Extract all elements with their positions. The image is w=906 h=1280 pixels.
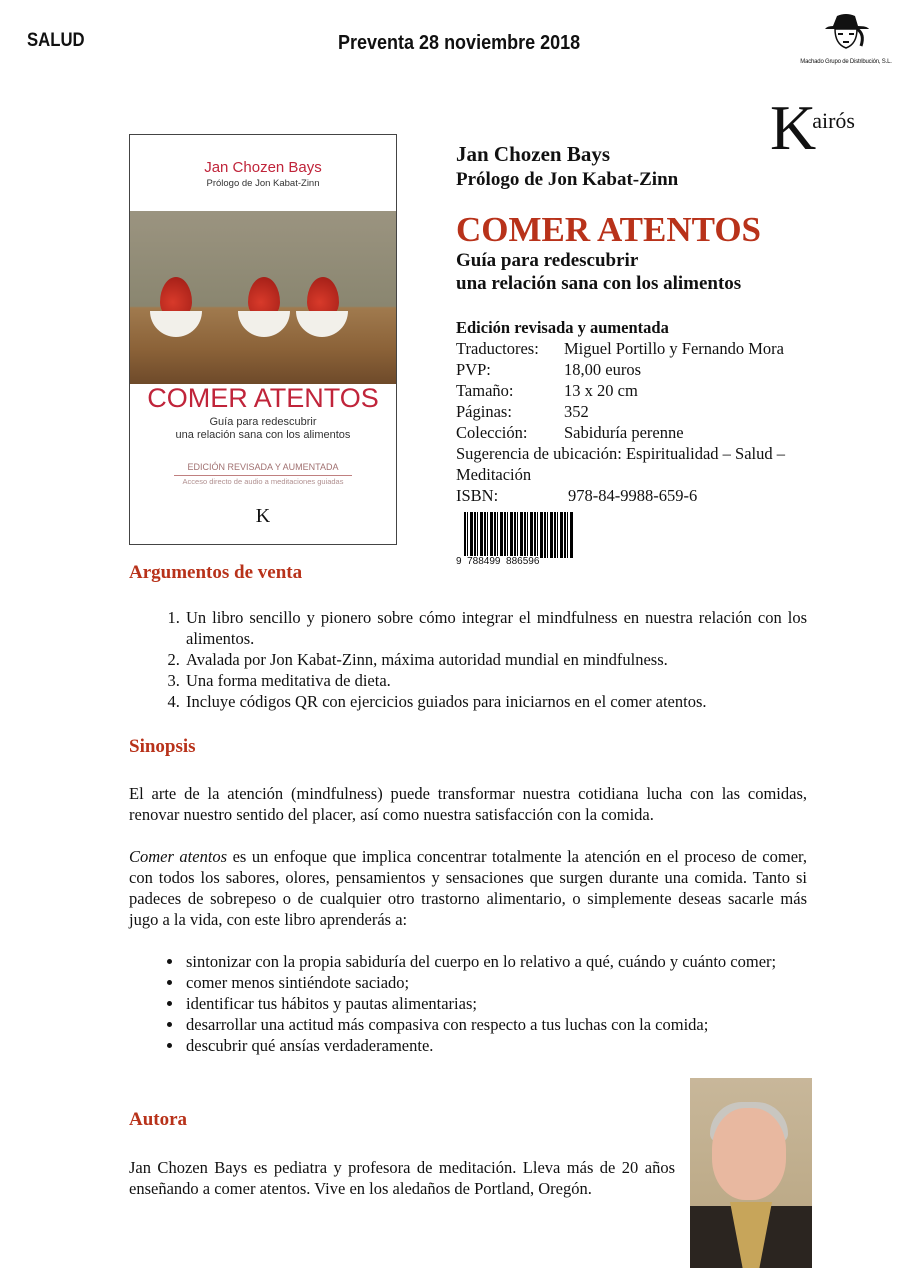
barcode: [456, 512, 576, 566]
cover-edition: EDICIÓN REVISADA Y AUMENTADA: [187, 462, 339, 472]
barcode-digits: 9 788499 886596: [456, 556, 540, 567]
book-title: COMER ATENTOS: [456, 210, 762, 249]
list-item: 3. Una forma meditativa de dieta.: [184, 670, 807, 691]
list-item: 1. Un libro sencillo y pionero sobre cómo integrar el mindfulness en nuestra relación con los alimentos.: [184, 607, 807, 649]
cover-logo: K: [255, 505, 271, 527]
prologue-author: Prólogo de Jon Kabat-Zinn: [456, 169, 679, 190]
list-item: • sintonizar con la propia sabiduría del cuerpo en lo relativo a qué, cuándo y cuánto comer;: [184, 951, 807, 972]
edition-note: Edición revisada y aumentada: [456, 318, 669, 337]
detail-row: Tamaño: 13 x 20 cm: [456, 381, 638, 400]
book-details: [456, 317, 826, 506]
detail-row: Colección: Sabiduría perenne: [456, 423, 684, 442]
cover-prologue: Prólogo de Jon Kabat-Zinn: [206, 178, 320, 189]
publisher-logo: K airós: [770, 92, 855, 163]
distributor-logo: [800, 12, 892, 65]
book-subtitle-2: una relación sana con los alimentos: [456, 273, 742, 294]
cover-title: COMER ATENTOS: [147, 383, 379, 413]
sales-heading: Argumentos de venta: [129, 562, 303, 583]
location-suggestion: Sugerencia de ubicación: Espiritualidad – Salud – Meditación: [456, 444, 785, 484]
book-info: [456, 142, 826, 566]
sales-list: [129, 607, 807, 712]
detail-row: PVP: 18,00 euros: [456, 360, 641, 379]
cover-photo-pears: [130, 211, 396, 384]
detail-row: Páginas: 352: [456, 402, 589, 421]
cover-subtitle2: una relación sana con los alimentos: [175, 429, 351, 441]
list-item: 2. Avalada por Jon Kabat-Zinn, máxima autoridad mundial en mindfulness.: [184, 649, 807, 670]
detail-row: Traductores: Miguel Portillo y Fernando Mora: [456, 339, 784, 358]
author-heading: Autora: [129, 1109, 188, 1130]
synopsis-heading: Sinopsis: [129, 736, 196, 757]
synopsis-paragraph: El arte de la atención (mindfulness) puede transformar nuestra cotidiana lucha con las comidas, renovar nuestro sentido del placer, así como nuestra satisfacción con la comida.: [129, 784, 807, 824]
isbn-row: ISBN: 978-84-9988-659-6: [456, 486, 698, 505]
author-bio: Jan Chozen Bays es pediatra y profesora de meditación. Lleva más de 20 años enseñando a comer atentos. Vive en los aledaños de Portland, Oregón.: [129, 1158, 675, 1198]
cover-author: Jan Chozen Bays: [204, 159, 322, 176]
author-photo: [690, 1078, 812, 1268]
list-item: • identificar tus hábitos y pautas alimentarias;: [184, 993, 807, 1014]
list-item: 4. Incluye códigos QR con ejercicios guiados para iniciarnos en el comer atentos.: [184, 691, 807, 712]
list-item: • comer menos sintiéndote saciado;: [184, 972, 807, 993]
synopsis-paragraph: Comer atentos es un enfoque que implica concentrar totalmente la atención en el proceso de comer, con todos los sabores, olores, pensamientos y sensaciones que surgen durante una comida. Tanto si padeces de sobrepeso o de cualquier otro trastorno alimentario, o simplemente deseas sacarle más jugo a la vida, con este libro aprenderás a:: [129, 847, 807, 929]
synopsis-body: [129, 783, 807, 1056]
book-cover: [129, 134, 397, 545]
cover-access: Acceso directo de audio a meditaciones guiadas: [182, 477, 344, 486]
category-label: SALUD: [27, 30, 85, 51]
cover-subtitle1: Guía para redescubrir: [209, 416, 317, 428]
presale-date: Preventa 28 noviembre 2018: [338, 32, 581, 54]
book-subtitle-1: Guía para redescubrir: [456, 250, 639, 271]
barcode-bars: [464, 512, 574, 558]
distributor-name: Machado Grupo de Distribución, S.L.: [800, 59, 892, 65]
hat-man-icon: [821, 12, 871, 54]
list-item: • desarrollar una actitud más compasiva con respecto a tus luchas con la comida;: [184, 1014, 807, 1035]
list-item: • descubrir qué ansías verdaderamente.: [184, 1035, 807, 1056]
author-name: Jan Chozen Bays: [456, 142, 611, 166]
